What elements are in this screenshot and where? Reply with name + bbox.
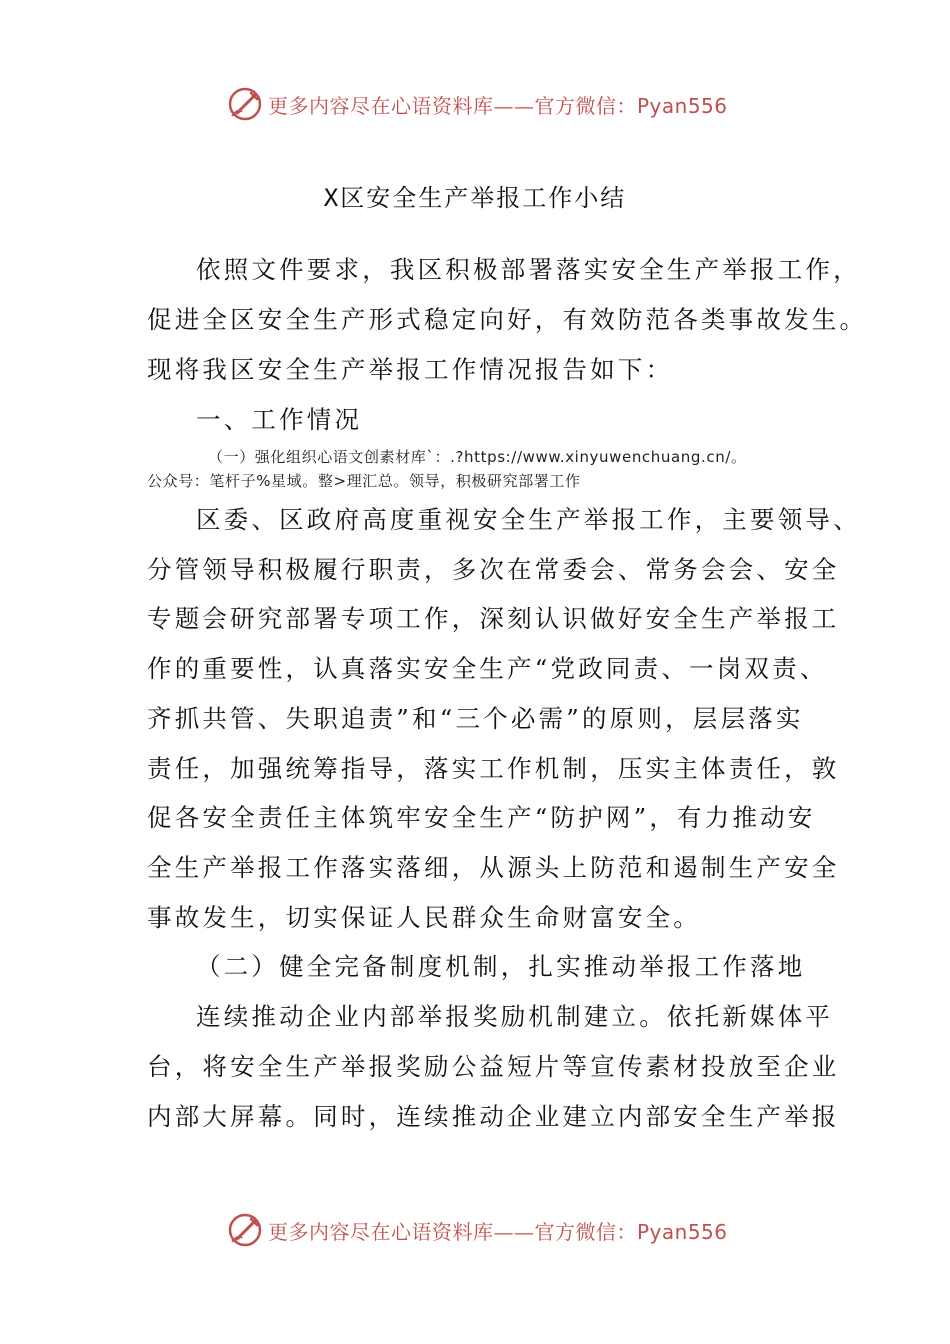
banner-slogan: 更多内容尽在心语资料库—— [268,1219,535,1244]
pen-logo-icon [228,1212,264,1248]
banner-slogan: 更多内容尽在心语资料库—— [268,93,535,118]
body-line: 全生产举报工作落实落细，从源头上防范和遏制生产安全 [147,853,840,882]
document-title: X区安全生产举报工作小结 [323,184,627,212]
body-line: 事故发生，切实保证人民群众生命财富安全。 [147,903,701,932]
body-line: 分管领导积极履行职责，多次在常委会、常务会会、安全 [147,555,840,584]
intro-line: 依照文件要求，我区积极部署落实安全生产举报工作， [196,255,861,284]
header-banner [228,84,728,124]
body-line: 责任，加强统筹指导，落实工作机制，压实主体责任，敦 [147,754,840,783]
body-line: 内部大屏幕。同时，连续推动企业建立内部安全生产举报 [147,1102,840,1131]
section-heading: 一、工作情况 [196,405,363,434]
footer-banner [228,1210,728,1250]
body-line: 区委、区政府高度重视安全生产举报工作，主要领导、 [196,505,861,534]
body-line: 连续推动企业内部举报奖励机制建立。依托新媒体平 [196,1002,834,1031]
body-line: 作的重要性，认真落实安全生产“党政同责、一岗双责、 [147,654,828,683]
subsection-heading-cont: 公众号：笔杆子%星域。整>理汇总。领导，积极研究部署工作 [147,472,581,490]
subsection-heading: （二）健全完备制度机制，扎实推动举报工作落地 [196,952,806,981]
body-line: 台，将安全生产举报奖励公益短片等宣传素材投放至企业 [147,1052,840,1081]
intro-line: 现将我区安全生产举报工作情况报告如下： [147,355,674,384]
intro-line: 促进全区安全生产形式稳定向好，有效防范各类事故发生。 [147,305,868,334]
body-line: 齐抓共管、失职追责”和“三个必需”的原则，层层落实 [147,704,804,733]
subsection-heading: （一）强化组织心语文创素材库`：.?https://www.xinyuwenchuang.cn/。 [208,448,747,466]
banner-wechat: 官方微信：Pyan556 [534,1219,728,1244]
banner-wechat: 官方微信：Pyan556 [534,93,728,118]
pen-logo-icon [228,86,264,122]
body-line: 促各安全责任主体筑牢安全生产“防护网”，有力推动安 [147,803,816,832]
body-line: 专题会研究部署专项工作，深刻认识做好安全生产举报工 [147,604,840,633]
